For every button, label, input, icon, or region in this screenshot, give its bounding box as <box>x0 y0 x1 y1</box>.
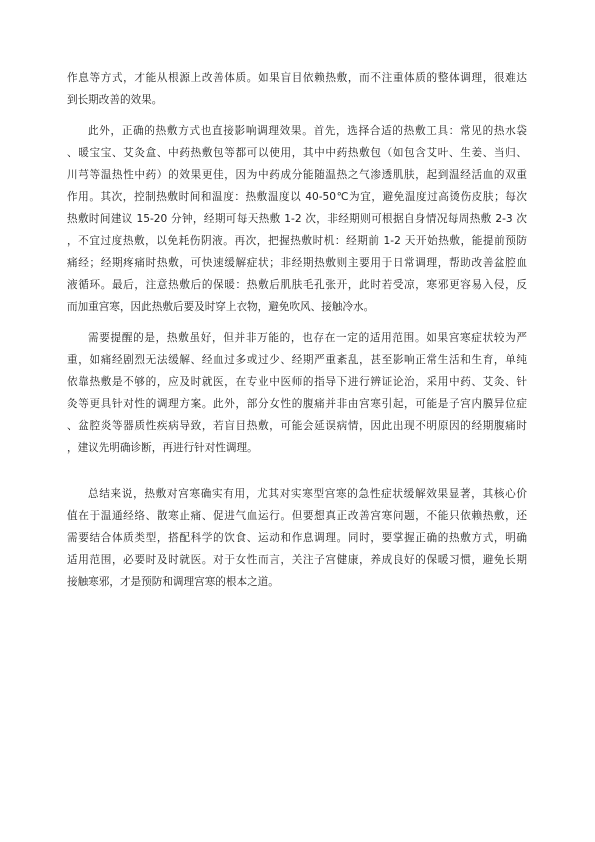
paragraph-4-line-4: 适用范围，必要时及时就医。对于女性而言，关注子宫健康，养成良好的保暖习惯，避免长期 <box>67 554 527 566</box>
paragraph-4-line-5: 接触寒邪，才是预防和调理宫寒的根本之道。 <box>67 576 279 588</box>
paragraph-3-line-3: 依靠热敷是不够的，应及时就医，在专业中医师的指导下进行辨证论治，采用中药、艾灸、针 <box>67 376 527 388</box>
paragraph-2-line-2: 、暖宝宝、艾灸盒、中药热敷包等都可以使用，其中中药热敷包（如包含艾叶、生姜、当归、 <box>67 147 527 159</box>
paragraph-3-line-6: ，建议先明确诊断，再进行针对性调理。 <box>67 442 258 454</box>
paragraph-3-line-5: 、盆腔炎等器质性疾病导致，若盲目热敷，可能会延误病情，因此出现不明原因的经期腹痛时 <box>67 420 527 432</box>
paragraph-2-line-4: 作用。其次，控制热敷时间和温度：热敷温度以 40-50℃为宜，避免温度过高烫伤皮肤；每次 <box>67 191 527 203</box>
paragraph-2-line-7: 痛经；经期疼痛时热敷，可快速缓解症状；非经期热敷则主要用于日常调理，帮助改善盆腔血 <box>67 257 527 269</box>
paragraph-2-line-9: 而加重宫寒，因此热敷后要及时穿上衣物，避免吹风、接触冷水。 <box>67 301 375 313</box>
paragraph-2-line-5: 热敷时间建议 15-20 分钟，经期可每天热敷 1-2 次，非经期则可根据自身情况每周热敷 2-3 次 <box>67 213 527 225</box>
paragraph-1-line-2: 到长期改善的效果。 <box>67 94 163 106</box>
paragraph-2-line-8: 液循环。最后，注意热敷后的保暖：热敷后肌肤毛孔张开，此时若受凉，寒邪更容易入侵，反 <box>67 279 527 291</box>
paragraph-3-line-2: 重，如痛经剧烈无法缓解、经血过多或过少、经期严重紊乱，甚至影响正常生活和生育，单纯 <box>67 354 527 366</box>
paragraph-2-line-1: 此外，正确的热敷方式也直接影响调理效果。首先，选择合适的热敷工具：常见的热水袋 <box>88 125 527 137</box>
paragraph-1-line-1: 作息等方式，才能从根源上改善体质。如果盲目依赖热敷，而不注重体质的整体调理，很难达 <box>67 72 527 84</box>
paragraph-4-line-2: 值在于温通经络、散寒止痛、促进气血运行。但要想真正改善宫寒问题，不能只依赖热敷，还 <box>67 510 527 522</box>
paragraph-2-line-6: ，不宜过度热敷，以免耗伤阴液。再次，把握热敷时机：经期前 1-2 天开始热敷，能提前预防 <box>67 235 527 247</box>
paragraph-4-line-1: 总结来说，热敷对宫寒确实有用，尤其对实寒型宫寒的急性症状缓解效果显著，其核心价 <box>88 488 527 500</box>
paragraph-2-line-3: 川芎等温热性中药）的效果更佳，因为中药成分能随温热之气渗透肌肤，起到温经活血的双重 <box>67 169 527 181</box>
paragraph-4-line-3: 需要结合体质类型，搭配科学的饮食、运动和作息调理。同时，要掌握正确的热敷方式，明确 <box>67 532 527 544</box>
paragraph-3-line-4: 灸等更具针对性的调理方案。此外，部分女性的腹痛并非由宫寒引起，可能是子宫内膜异位症 <box>67 398 527 410</box>
paragraph-3-line-1: 需要提醒的是，热敷虽好，但并非万能的，也存在一定的适用范围。如果宫寒症状较为严 <box>88 332 527 344</box>
